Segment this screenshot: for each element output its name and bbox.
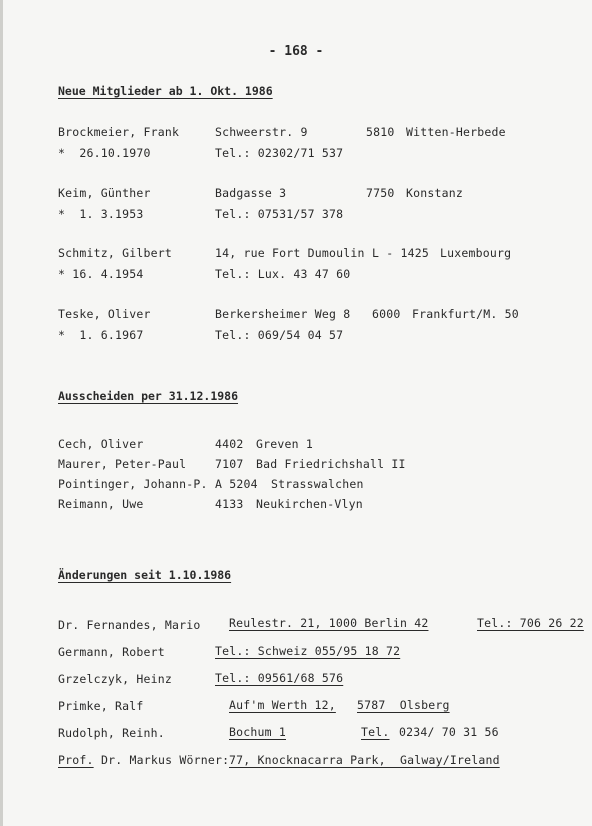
member-phone: Tel.: Lux. 43 47 60: [215, 267, 351, 281]
member-born: * 26.10.1970: [58, 146, 151, 160]
change-address: Reulestr. 21, 1000 Berlin 42: [229, 616, 429, 630]
change-phone: Tel.: 706 26 22: [477, 616, 584, 630]
member-city: Frankfurt/M. 50: [412, 307, 519, 321]
member-name: Schmitz, Gilbert: [58, 246, 172, 260]
member-street: Berkersheimer Weg 8: [215, 307, 351, 321]
leaving-heading: Ausscheiden per 31.12.1986: [58, 389, 239, 403]
leaving-city: Bad Friedrichshall II: [256, 457, 406, 471]
member-phone: Tel.: 07531/57 378: [215, 207, 344, 221]
leaving-city: Greven 1: [256, 437, 313, 451]
member-born: * 1. 3.1953: [58, 207, 144, 221]
change-phone: Tel.: Schweiz 055/95 18 72: [215, 644, 401, 658]
change-name: Germann, Robert: [58, 645, 165, 659]
member-city: Konstanz: [406, 186, 463, 200]
change-name: Dr. Fernandes, Mario: [58, 618, 201, 632]
leaving-zip: 7107: [215, 457, 244, 471]
new-members-heading: Neue Mitglieder ab 1. Okt. 1986: [58, 84, 273, 98]
change-phone: 0234/ 70 31 56: [399, 725, 499, 739]
member-city: Luxembourg: [440, 246, 512, 260]
change-name: Primke, Ralf: [58, 699, 144, 713]
leaving-city: Neukirchen-Vlyn: [256, 497, 363, 511]
leaving-zip: A 5204: [215, 477, 258, 491]
member-zip: L - 1425: [372, 246, 429, 260]
member-street: 14, rue Fort Dumoulin: [215, 246, 365, 260]
leaving-zip: 4133: [215, 497, 244, 511]
change-name: Dr. Markus Wörner:: [101, 753, 230, 767]
leaving-name: Maurer, Peter-Paul: [58, 457, 187, 471]
member-phone: Tel.: 02302/71 537: [215, 146, 344, 160]
member-name: Keim, Günther: [58, 186, 151, 200]
member-zip: 5810: [366, 125, 395, 139]
leaving-zip: 4402: [215, 437, 244, 451]
change-name-prefix: Prof.: [58, 753, 94, 767]
change-name: Rudolph, Reinh.: [58, 726, 165, 740]
page-edge: [0, 0, 3, 826]
change-address: Auf'm Werth 12,: [229, 698, 336, 712]
member-born: * 16. 4.1954: [58, 267, 144, 281]
change-phone-label: Tel.: [361, 725, 390, 739]
change-address: Bochum 1: [229, 725, 286, 739]
member-phone: Tel.: 069/54 04 57: [215, 328, 344, 342]
member-name: Brockmeier, Frank: [58, 125, 180, 139]
page-number: - 168 -: [268, 44, 324, 59]
change-phone: Tel.: 09561/68 576: [215, 671, 344, 685]
member-zip: 6000: [372, 307, 401, 321]
change-address: 77, Knocknacarra Park, Galway/Ireland: [229, 753, 500, 767]
member-street: Schweerstr. 9: [215, 125, 308, 139]
change-city: 5787 Olsberg: [357, 698, 450, 712]
leaving-name: Pointinger, Johann-P.: [58, 477, 208, 491]
change-name: Grzelczyk, Heinz: [58, 672, 172, 686]
leaving-name: Cech, Oliver: [58, 437, 144, 451]
member-name: Teske, Oliver: [58, 307, 151, 321]
member-street: Badgasse 3: [215, 186, 287, 200]
member-born: * 1. 6.1967: [58, 328, 144, 342]
member-city: Witten-Herbede: [406, 125, 506, 139]
changes-heading: Änderungen seit 1.10.1986: [58, 568, 232, 582]
leaving-name: Reimann, Uwe: [58, 497, 144, 511]
leaving-city: Strasswalchen: [271, 477, 364, 491]
member-zip: 7750: [366, 186, 395, 200]
